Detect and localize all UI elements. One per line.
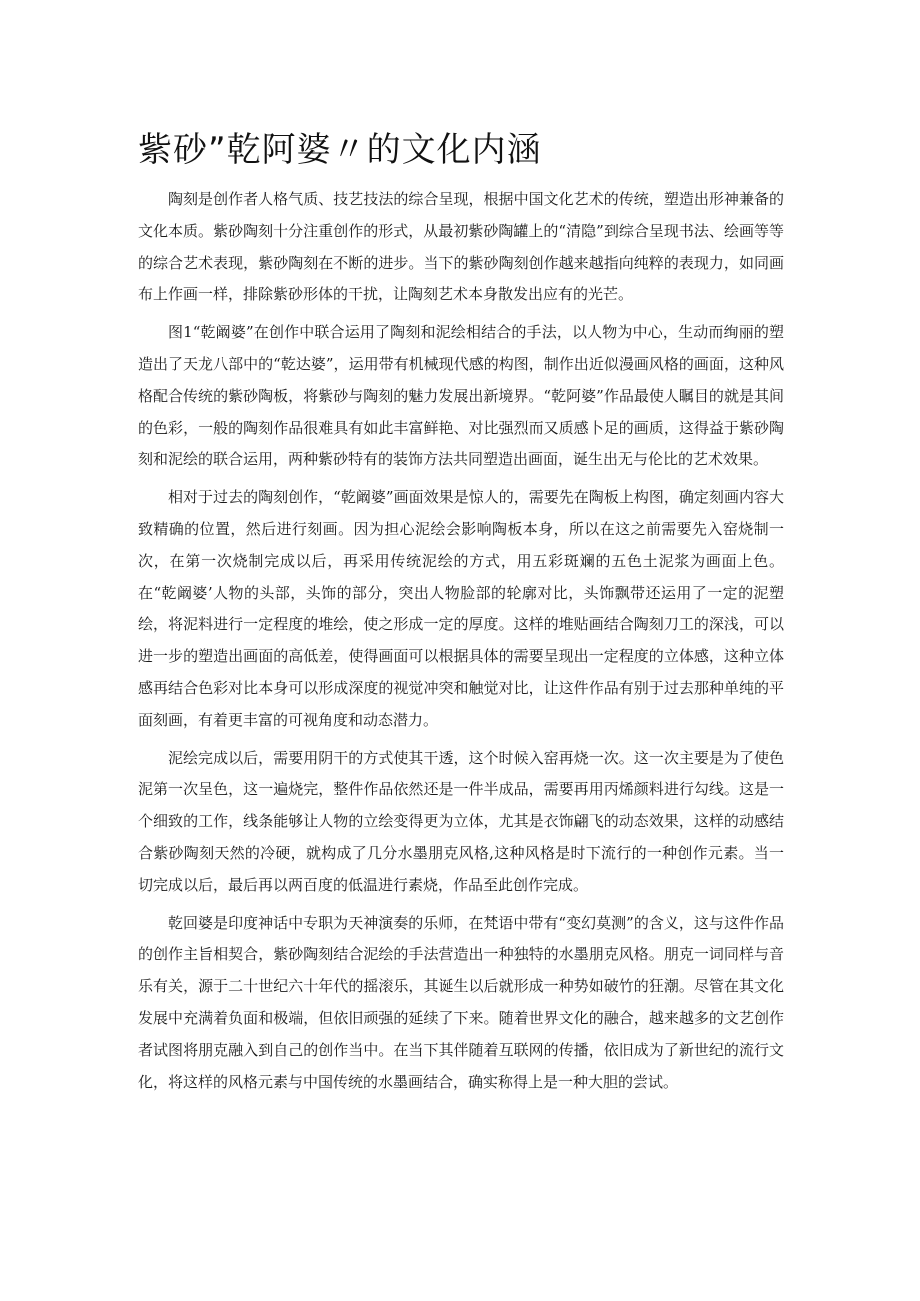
paragraph-5: 乾回婆是印度神话中专职为天神演奏的乐师，在梵语中带有“变幻莫测”的含义，这与这件作品的创作主旨相契合，紫砂陶刻结合泥绘的手法营造出一种独特的水墨朋克风格。朋克一词同样与音乐有关，源于二十世纪六十年代的摇滚乐，其诞生以后就形成一种势如破竹的狂潮。尽管在其文化发展中充满着负面和极端，但依旧顽强的延续了下来。随着世界文化的融合，越来越多的文艺创作者试图将朋克融入到自己的创作当中。在当下其伴随着互联网的传播，依旧成为了新世纪的流行文化，将这样的风格元素与中国传统的水墨画结合，确实称得上是一种大胆的尝试。	[138, 913, 784, 1091]
paragraph-3: 相对于过去的陶刻创作，“乾阚婆”画面效果是惊人的，需要先在陶板上构图，确定刻画内容大致精确的位置，然后进行刻画。因为担心泥绘会影响陶板本身，所以在这之前需要先入窑烧制一次，在第一次烧制完成以后，再采用传统泥绘的方式，用五彩斑斓的五色土泥浆为画面上色。在“乾阚婆’人物的头部，头饰的部分，突出人物脸部的轮廓对比，头饰飘带还运用了一定的泥塑绘，将泥料进行一定程度的堆绘，使之形成一定的厚度。这样的堆贴画结合陶刻刀工的深浅，可以进一步的塑造出画面的高低差，使得画面可以根据具体的需要呈现出一定程度的立体感，这种立体感再结合色彩对比本身可以形成深度的视觉冲突和触觉对比，让这件作品有别于过去那种单纯的平面刻画，有着更丰富的可视角度和动态潜力。	[138, 488, 784, 729]
article-body	[138, 184, 784, 1104]
page-title: 紫砂”乾阿婆〃的文化内涵	[138, 130, 542, 170]
paragraph-2: 图1“乾阚婆”在创作中联合运用了陶刻和泥绘相结合的手法，以人物为中心，生动而绚丽的塑造出了天龙八部中的“乾达婆”，运用带有机械现代感的构图，制作出近似漫画风格的画面，这种风格配合传统的紫砂陶板，将紫砂与陶刻的魅力发展出新境界。“乾阿婆”作品最使人瞩目的就是其间的色彩，一般的陶刻作品很难具有如此丰富鲜艳、对比强烈而又质感卜足的画质，这得益于紫砂陶刻和泥绘的联合运用，两种紫砂特有的装饰方法共同塑造出画面，诞生出无与伦比的艺术效果。	[138, 323, 784, 469]
paragraph-1: 陶刻是创作者人格气质、技艺技法的综合呈现，根据中国文化艺术的传统，塑造出形神兼备的文化本质。紫砂陶刻十分注重创作的形式，从最初紫砂陶罐上的“清隐”到综合呈现书法、绘画等等的综合艺术表现，紫砂陶刻在不断的进步。当下的紫砂陶刻创作越来越指向纯粹的表现力，如同画布上作画一样，排除紫砂形体的干扰，让陶刻艺术本身散发出应有的光芒。	[138, 190, 784, 304]
paragraph-4: 泥绘完成以后，需要用阴干的方式使其干透，这个时候入窑再烧一次。这一次主要是为了使色泥第一次呈色，这一遍烧完，整件作品依然还是一件半成品，需要再用丙烯颜料进行勾线。这是一个细致的工作，线条能够让人物的立绘变得更为立体，尤其是衣饰翩飞的动态效果，这样的动感结合紫砂陶刻天然的冷硬，就构成了几分水墨朋克风格,这种风格是时下流行的一种创作元素。当一切完成以后，最后再以两百度的低温进行素烧，作品至此创作完成。	[138, 748, 784, 894]
